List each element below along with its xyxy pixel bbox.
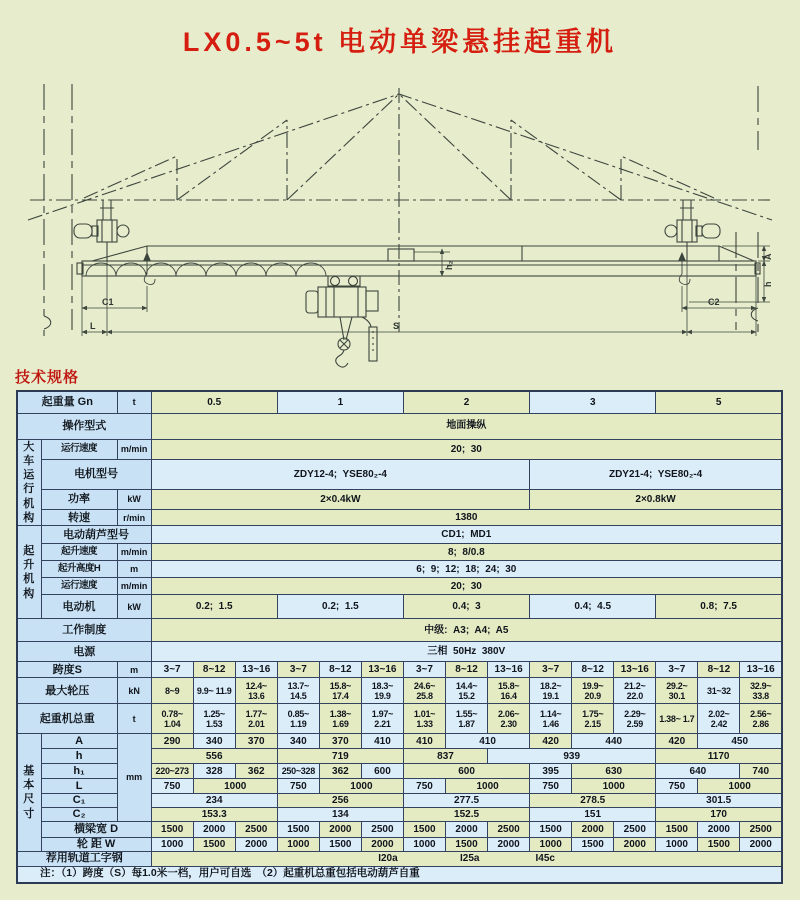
row-label-cell: r/min	[117, 510, 151, 526]
value-cell: 1.55~ 1.87	[446, 704, 488, 734]
value-cell: 13~16	[235, 662, 277, 678]
crane-drawing	[22, 80, 778, 373]
value-cell: 5	[656, 391, 782, 413]
table-row	[17, 704, 782, 734]
main-girder	[77, 246, 760, 276]
value-cell: 420	[656, 734, 698, 749]
value-cell: 440	[572, 734, 656, 749]
value-cell: 8~12	[319, 662, 361, 678]
value-cell: 地面操纵	[151, 413, 782, 439]
value-cell: 2000	[319, 821, 361, 837]
value-cell: CD1; MD1	[151, 526, 782, 544]
dim-label-l: L	[90, 321, 96, 331]
value-cell: 1500	[277, 821, 319, 837]
value-cell: 1170	[656, 749, 782, 764]
value-cell: 1500	[446, 837, 488, 851]
row-label-cell: h₁	[41, 764, 117, 779]
value-cell: 290	[151, 734, 193, 749]
row-label-cell: 运行速度	[41, 578, 117, 595]
row-label-cell: C₁	[41, 794, 117, 807]
value-cell: 2000	[614, 837, 656, 851]
value-cell: 2000	[193, 821, 235, 837]
table-row	[17, 544, 782, 561]
value-cell: 1500	[530, 821, 572, 837]
value-cell: 1000	[698, 779, 782, 794]
table-row	[17, 561, 782, 578]
value-cell: 0.2; 1.5	[151, 595, 277, 619]
value-cell: 1000	[530, 837, 572, 851]
row-label-cell: 跨度S	[17, 662, 117, 678]
value-cell: 719	[277, 749, 403, 764]
value-cell: 2500	[740, 821, 782, 837]
value-cell: 15.8~ 17.4	[319, 678, 361, 704]
row-label-cell: 电动葫芦型号	[41, 526, 151, 544]
row-label-cell: 起重量 Gn	[17, 391, 117, 413]
value-cell: 256	[277, 794, 403, 807]
value-cell: 注：（1）跨度（S）每1.0米一档，用户可自选 （2）起重机总重包括电动葫芦自重	[17, 866, 782, 883]
value-cell: 2000	[740, 837, 782, 851]
value-cell: 14.4~ 15.2	[446, 678, 488, 704]
wall-lines	[44, 84, 758, 336]
value-cell: 1.25~ 1.53	[193, 704, 235, 734]
value-cell: 1380	[151, 510, 782, 526]
row-label-cell: 运行速度	[41, 439, 117, 460]
value-cell: 13~16	[740, 662, 782, 678]
value-cell: 1.01~ 1.33	[403, 704, 445, 734]
value-cell: 278.5	[530, 794, 656, 807]
crane-elevation-diagram	[22, 80, 778, 368]
value-cell: 3~7	[403, 662, 445, 678]
value-cell: 750	[151, 779, 193, 794]
table-row	[17, 619, 782, 642]
row-label-cell: 最大轮压	[17, 678, 117, 704]
row-label-cell: h	[41, 749, 117, 764]
value-cell: 0.85~ 1.19	[277, 704, 319, 734]
value-cell: 1000	[446, 779, 530, 794]
table-row	[17, 578, 782, 595]
value-cell: 362	[319, 764, 361, 779]
value-cell: 234	[151, 794, 277, 807]
hook-position-symbols	[144, 253, 690, 284]
value-cell: 2000	[446, 821, 488, 837]
value-cell	[151, 851, 782, 866]
table-row	[17, 851, 782, 866]
value-cell: 2.02~ 2.42	[698, 704, 740, 734]
row-label-cell: m/min	[117, 439, 151, 460]
value-cell: 2500	[235, 821, 277, 837]
value-cell: 640	[656, 764, 740, 779]
value-cell: 2.29~ 2.59	[614, 704, 656, 734]
value-cell: 1000	[151, 837, 193, 851]
row-label-cell: 起重机总重	[17, 704, 117, 734]
row-label-cell: 起升高度H	[41, 561, 117, 578]
value-cell: 8~12	[193, 662, 235, 678]
table-row	[17, 391, 782, 413]
value-cell: 0.78~ 1.04	[151, 704, 193, 734]
hook	[336, 350, 348, 367]
row-label-cell: 功率	[41, 489, 117, 510]
table-row	[17, 439, 782, 460]
electric-hoist	[306, 276, 378, 367]
value-cell: 13.7~ 14.5	[277, 678, 319, 704]
row-label-cell: 基本尺寸	[17, 734, 41, 851]
table-row	[17, 866, 782, 883]
value-cell: 8~12	[446, 662, 488, 678]
value-cell: 1.38~ 1.7	[656, 704, 698, 734]
row-label-cell: m/min	[117, 544, 151, 561]
value-cell: 328	[193, 764, 235, 779]
row-label-cell: A	[41, 734, 117, 749]
value-cell: 1.97~ 2.21	[361, 704, 403, 734]
value-cell: 2×0.4kW	[151, 489, 530, 510]
value-cell: 2000	[361, 837, 403, 851]
row-label-cell: t	[117, 704, 151, 734]
table-row	[17, 734, 782, 749]
value-cell: 301.5	[656, 794, 782, 807]
value-cell: 3~7	[151, 662, 193, 678]
value-cell: 18.3~ 19.9	[361, 678, 403, 704]
page-title: LX0.5~5t 电动单梁悬挂起重机	[182, 27, 618, 57]
value-cell: 1000	[572, 779, 656, 794]
right-end-carriage	[665, 200, 720, 261]
value-cell: 24.6~ 25.8	[403, 678, 445, 704]
value-cell: 250~328	[277, 764, 319, 779]
dim-label-s: S	[393, 321, 400, 331]
value-cell: 170	[656, 807, 782, 821]
roof-truss	[28, 88, 772, 332]
spec-table-body	[17, 391, 782, 883]
value-cell: 3~7	[277, 662, 319, 678]
value-cell: 8~12	[698, 662, 740, 678]
row-label-cell: kW	[117, 489, 151, 510]
value-cell: 1000	[277, 837, 319, 851]
row-label-cell: m/min	[117, 578, 151, 595]
ibeam-designation: I20a	[378, 852, 398, 864]
value-cell: 370	[319, 734, 361, 749]
row-label-cell: 工作制度	[17, 619, 151, 642]
value-cell: 420	[530, 734, 572, 749]
left-end-carriage	[74, 200, 129, 261]
value-cell: 1	[277, 391, 403, 413]
value-cell: 2	[403, 391, 529, 413]
value-cell: 277.5	[403, 794, 529, 807]
dim-label-a: A	[763, 253, 773, 260]
value-cell: 18.2~ 19.1	[530, 678, 572, 704]
row-label-cell: 轮 距 W	[41, 837, 151, 851]
value-cell: 9.9~ 11.9	[193, 678, 235, 704]
value-cell: 1500	[151, 821, 193, 837]
table-row	[17, 678, 782, 704]
value-cell: 2000	[698, 821, 740, 837]
table-row	[17, 595, 782, 619]
value-cell: 3~7	[530, 662, 572, 678]
value-cell: 15.8~ 16.4	[488, 678, 530, 704]
value-cell: ZDY21-4; YSE80₂-4	[530, 460, 782, 490]
row-label-cell: L	[41, 779, 117, 794]
value-cell: 153.3	[151, 807, 277, 821]
dim-label-c1: C1	[102, 297, 114, 307]
row-label-cell: 操作型式	[17, 413, 151, 439]
row-label-cell: mm	[117, 734, 151, 821]
value-cell: 600	[361, 764, 403, 779]
table-row	[17, 821, 782, 837]
row-label-cell: m	[117, 561, 151, 578]
value-cell: 837	[403, 749, 487, 764]
value-cell: ZDY12-4; YSE80₂-4	[151, 460, 530, 490]
row-label-cell: kN	[117, 678, 151, 704]
table-row	[17, 413, 782, 439]
value-cell: 2.56~ 2.86	[740, 704, 782, 734]
value-cell: 1.14~ 1.46	[530, 704, 572, 734]
value-cell: 0.5	[151, 391, 277, 413]
value-cell: 1.75~ 2.15	[572, 704, 614, 734]
value-cell: 2500	[488, 821, 530, 837]
table-row	[17, 526, 782, 544]
value-cell: 556	[151, 749, 277, 764]
value-cell: 600	[403, 764, 529, 779]
value-cell: 740	[740, 764, 782, 779]
row-label-cell: kW	[117, 595, 151, 619]
value-cell: 410	[446, 734, 530, 749]
value-cell: 19.9~ 20.9	[572, 678, 614, 704]
row-label-cell: m	[117, 662, 151, 678]
row-label-cell: 电动机	[41, 595, 117, 619]
value-cell: 2.06~ 2.30	[488, 704, 530, 734]
value-cell: 370	[235, 734, 277, 749]
value-cell: 151	[530, 807, 656, 821]
value-cell: 939	[488, 749, 656, 764]
value-cell: 750	[530, 779, 572, 794]
ibeam-designation: I45c	[535, 852, 555, 864]
value-cell: 2000	[488, 837, 530, 851]
value-cell: 8~12	[572, 662, 614, 678]
value-cell: 31~32	[698, 678, 740, 704]
value-cell: 1500	[698, 837, 740, 851]
value-cell: 2×0.8kW	[530, 489, 782, 510]
row-label-cell: 起升机构	[17, 526, 41, 619]
value-cell: 8; 8/0.8	[151, 544, 782, 561]
ibeam-designation: I25a	[460, 852, 480, 864]
value-cell: 20; 30	[151, 439, 782, 460]
dim-label-c2: C2	[708, 297, 720, 307]
row-label-cell: 电源	[17, 642, 151, 662]
value-cell: 0.4; 3	[403, 595, 529, 619]
value-cell: 152.5	[403, 807, 529, 821]
value-cell: 1500	[193, 837, 235, 851]
value-cell: 2500	[614, 821, 656, 837]
row-label-cell: 起升速度	[41, 544, 117, 561]
value-cell: 1.77~ 2.01	[235, 704, 277, 734]
dim-label-h: h	[763, 281, 773, 287]
value-cell: 410	[403, 734, 445, 749]
value-cell: 13~16	[361, 662, 403, 678]
row-label-cell: 横梁宽 D	[41, 821, 151, 837]
table-row	[17, 510, 782, 526]
value-cell: 2000	[235, 837, 277, 851]
row-label-cell: 荐用轨道工字钢	[17, 851, 151, 866]
value-cell: 750	[277, 779, 319, 794]
value-cell: 395	[530, 764, 572, 779]
row-label-cell: C₂	[41, 807, 117, 821]
value-cell: 3	[530, 391, 656, 413]
value-cell: 340	[193, 734, 235, 749]
section-heading: 技术规格	[15, 369, 80, 386]
table-row	[17, 662, 782, 678]
row-label-cell: t	[117, 391, 151, 413]
table-row	[17, 837, 782, 851]
value-cell: 1500	[319, 837, 361, 851]
value-cell: 13~16	[488, 662, 530, 678]
value-cell: 1.38~ 1.69	[319, 704, 361, 734]
value-cell: 134	[277, 807, 403, 821]
row-label-cell: 转速	[41, 510, 117, 526]
value-cell: 750	[403, 779, 445, 794]
value-cell: 3~7	[656, 662, 698, 678]
value-cell: 1000	[403, 837, 445, 851]
value-cell: 410	[361, 734, 403, 749]
value-cell: 1500	[656, 821, 698, 837]
value-cell: 630	[572, 764, 656, 779]
row-label-cell: 大车运行机构	[17, 439, 41, 526]
value-cell: 1500	[572, 837, 614, 851]
value-cell: 20; 30	[151, 578, 782, 595]
table-row	[17, 489, 782, 510]
table-row	[17, 642, 782, 662]
value-cell: 450	[698, 734, 782, 749]
value-cell: 8~9	[151, 678, 193, 704]
value-cell: 1000	[319, 779, 403, 794]
value-cell: 12.4~ 13.6	[235, 678, 277, 704]
dim-label-h2: h₂	[444, 260, 454, 270]
value-cell: 340	[277, 734, 319, 749]
value-cell: 32.9~ 33.8	[740, 678, 782, 704]
value-cell: 0.8; 7.5	[656, 595, 782, 619]
value-cell: 0.2; 1.5	[277, 595, 403, 619]
dimension-lines	[82, 242, 770, 336]
value-cell: 13~16	[614, 662, 656, 678]
value-cell: 2000	[572, 821, 614, 837]
table-row	[17, 460, 782, 490]
value-cell: 6; 9; 12; 18; 24; 30	[151, 561, 782, 578]
spec-table	[16, 390, 783, 884]
value-cell: 0.4; 4.5	[530, 595, 656, 619]
value-cell: 中级: A3; A4; A5	[151, 619, 782, 642]
value-cell: 220~273	[151, 764, 193, 779]
value-cell: 750	[656, 779, 698, 794]
value-cell: 1000	[656, 837, 698, 851]
value-cell: 三相 50Hz 380V	[151, 642, 782, 662]
value-cell: 29.2~ 30.1	[656, 678, 698, 704]
value-cell: 1000	[193, 779, 277, 794]
row-label-cell: 电机型号	[41, 460, 151, 490]
value-cell: 1500	[403, 821, 445, 837]
value-cell: 362	[235, 764, 277, 779]
value-cell: 2500	[361, 821, 403, 837]
value-cell: 21.2~ 22.0	[614, 678, 656, 704]
